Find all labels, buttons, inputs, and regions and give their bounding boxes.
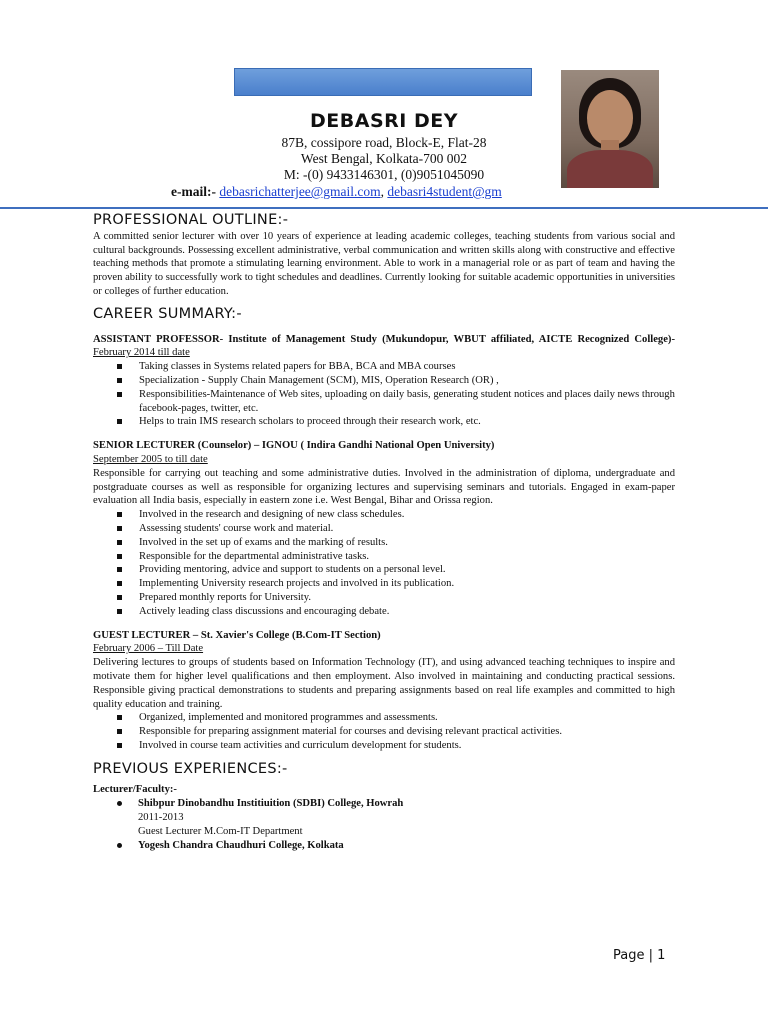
- page-number: Page | 1: [613, 948, 666, 963]
- resume-body: [93, 212, 675, 852]
- list-item: Organized, implemented and monitored programmes and assessments.: [113, 711, 675, 725]
- address-line-1: 87B, cossipore road, Block-E, Flat-28: [281, 135, 487, 150]
- previous-item-2-name: Yogesh Chandra Chaudhuri College, Kolkata: [115, 839, 675, 853]
- career-heading: CAREER SUMMARY:-: [93, 305, 242, 322]
- email-label: e-mail:-: [171, 184, 220, 199]
- list-item: Involved in the research and designing of new class schedules.: [113, 508, 675, 522]
- list-item: Actively leading class discussions and encouraging debate.: [113, 605, 675, 619]
- job2-date: September 2005 to till date: [93, 453, 208, 465]
- job2-bullets: [93, 508, 675, 618]
- list-item: Providing mentoring, advice and support to students on a personal level.: [113, 563, 675, 577]
- list-item: Specialization - Supply Chain Management (SCM), MIS, Operation Research (OR) ,: [113, 374, 675, 388]
- job1-bullets: [93, 360, 675, 429]
- list-item: Responsible for the departmental administrative tasks.: [113, 550, 675, 564]
- list-item: Involved in the set up of exams and the marking of results.: [113, 536, 675, 550]
- list-item: Responsibilities-Maintenance of Web sites, uploading on daily basis, generating student notices and places daily news through facebook-pages, twitter, etc.: [113, 388, 675, 416]
- job1-date: February 2014 till date: [93, 347, 190, 359]
- previous-list: [93, 797, 675, 852]
- list-item: Helps to train IMS research scholars to proceed through their research work, etc.: [113, 415, 675, 429]
- list-item: Responsible for preparing assignment material for courses and devising relevant practical activities.: [113, 725, 675, 739]
- header-rule: [0, 207, 768, 209]
- candidate-name: DEBASRI DEY: [310, 110, 458, 132]
- previous-heading: PREVIOUS EXPERIENCES:-: [93, 760, 288, 777]
- outline-heading: PROFESSIONAL OUTLINE:-: [93, 212, 289, 228]
- email-link-1[interactable]: debasrichatterjee@gmail.com: [219, 184, 381, 199]
- email-line: [171, 184, 549, 200]
- previous-subheading: Lecturer/Faculty:-: [93, 784, 177, 796]
- job2-desc: Responsible for carrying out teaching and some administrative duties. Involved in the administration of diploma, undergraduate and postgraduate courses as well as responsible for organizing lectures and supervising seminars and tutorials. Engaged in exam-paper evaluation all India basis, especially in eastern zone i.e. West Bengal, Bihar and Orissa region.: [93, 467, 675, 507]
- previous-item-1-role: Guest Lecturer M.Com-IT Department: [138, 825, 303, 837]
- list-item: Prepared monthly reports for University.: [113, 591, 675, 605]
- list-item: Taking classes in Systems related papers for BBA, BCA and MBA courses: [113, 360, 675, 374]
- previous-item-1-name: Shibpur Dinobandhu Institiuition (SDBI) College, Howrah: [115, 797, 675, 811]
- job2-title: SENIOR LECTURER (Counselor) – IGNOU ( Indira Gandhi National Open University): [93, 440, 495, 452]
- email-separator: ,: [380, 184, 388, 199]
- job1-title: ASSISTANT PROFESSOR- Institute of Management Study (Mukundopur, WBUT affiliated, AICTE Recognized College)-: [93, 333, 675, 345]
- address-line-2: West Bengal, Kolkata-700 002: [300, 151, 468, 166]
- previous-item-1-years: 2011-2013: [138, 812, 184, 824]
- outline-text: A committed senior lecturer with over 10 years of experience at leading academic colleges, teaching students from various social and cultural backgrounds. Possessing excellent administrative, verbal communication and written skills along with constructive and effective teaching methods that promote a stimulating learning environment. Able to work in a managerial role or as part of team and having the proven ability to successfully work to tight schedules and deadlines. Currently looking for suitable academic opportunities in universities or colleges of further education.: [93, 230, 675, 297]
- email-link-2[interactable]: debasri4student@gm: [387, 184, 502, 199]
- job3-desc: Delivering lectures to groups of students based on Information Technology (IT), and using advanced teaching techniques to inspire and motivate them for higher level qualifications and then employment. Also involved in maintaining and conducting practical sessions. Responsible giving practical demonstrations to students and preparing assignments based on real life examples and committed to high quality education and training.: [93, 657, 675, 710]
- phone-line: M: -(0) 9433146301, (0)9051045090: [283, 167, 485, 182]
- list-item: Involved in course team activities and curriculum development for students.: [113, 739, 675, 753]
- job1-title-block: [93, 333, 675, 361]
- job3-date: February 2006 – Till Date: [93, 643, 204, 655]
- job3-title: GUEST LECTURER – St. Xavier's College (B.Com-IT Section): [93, 629, 381, 641]
- job3-bullets: [93, 711, 675, 752]
- header-banner: [234, 68, 532, 96]
- list-item: Implementing University research projects and involved in its publication.: [113, 577, 675, 591]
- list-item: Assessing students' course work and material.: [113, 522, 675, 536]
